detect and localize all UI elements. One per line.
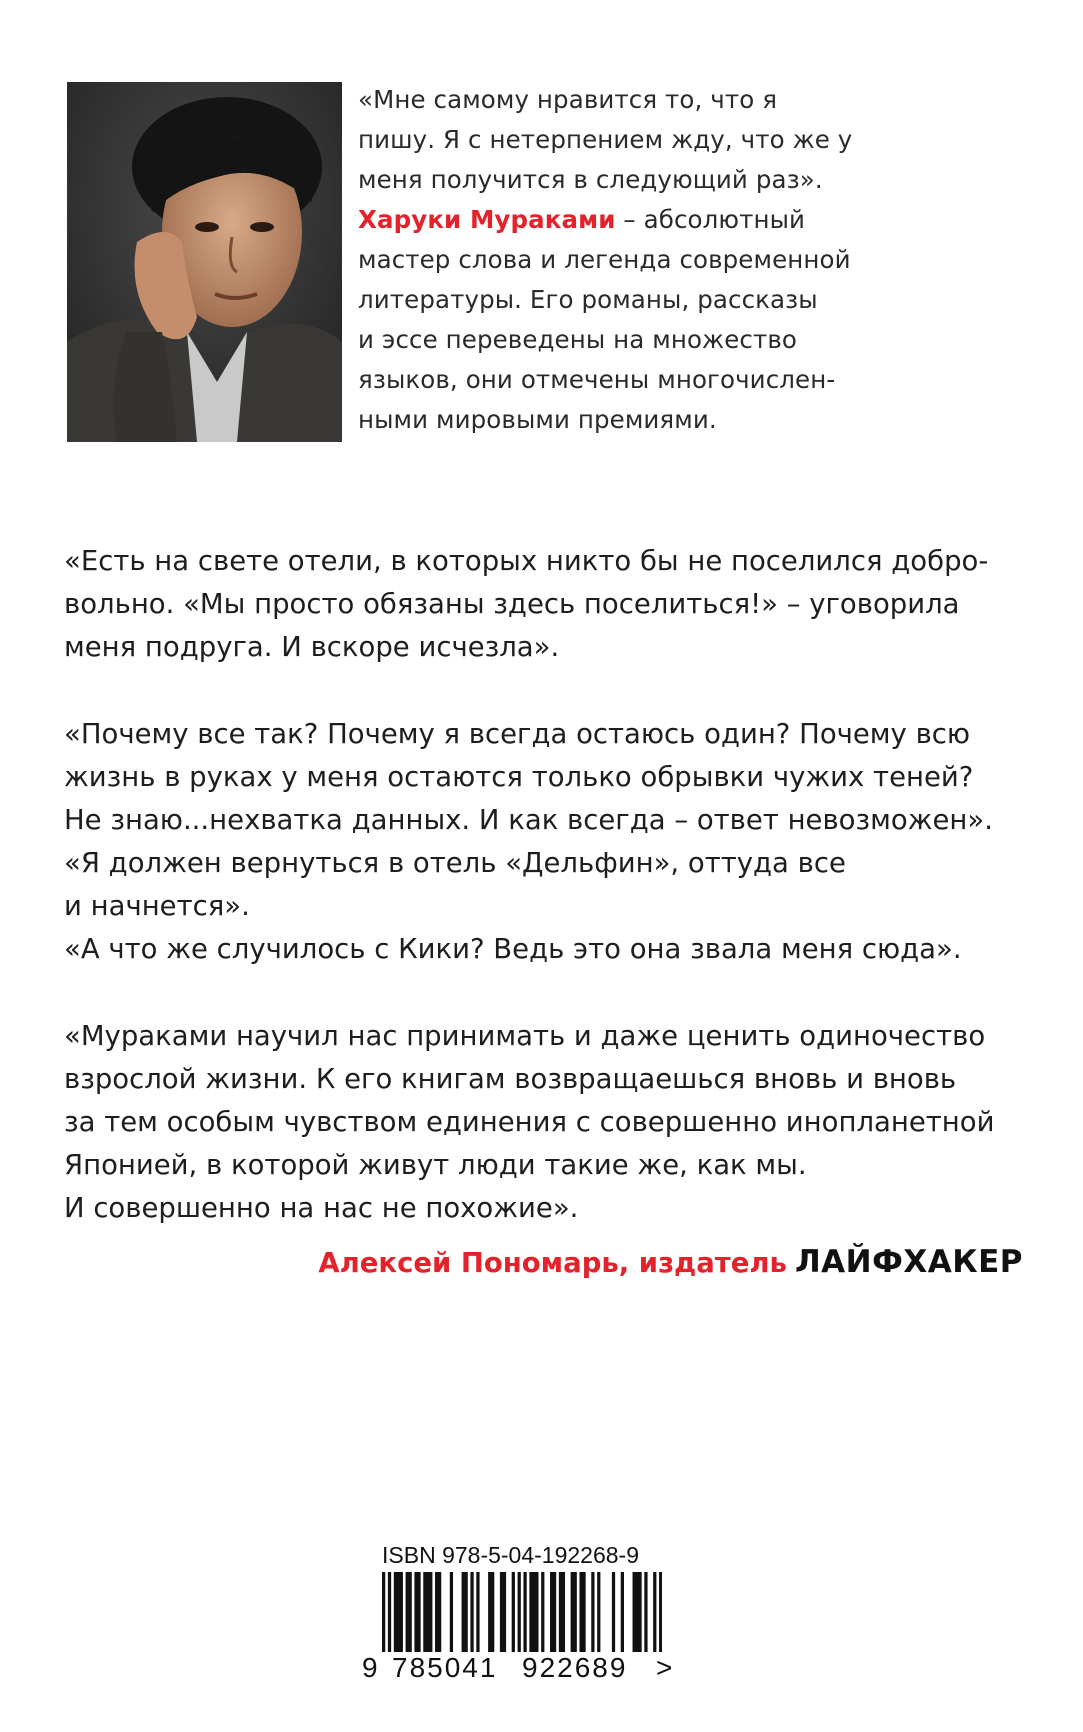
barcode-bar bbox=[574, 1572, 577, 1652]
paragraph-line: Не знаю...нехватка данных. И как всегда – ответ невозможен». bbox=[64, 804, 993, 836]
barcode-bar bbox=[465, 1572, 468, 1652]
barcode-bar bbox=[382, 1572, 385, 1652]
barcode-bar bbox=[659, 1572, 662, 1652]
bio-line: языков, они отмечены многочислен- bbox=[358, 365, 836, 394]
quote-paragraph-2 bbox=[64, 713, 1024, 971]
paragraph-line: и начнется». bbox=[64, 890, 250, 922]
barcode-bar bbox=[503, 1572, 506, 1652]
bio-line: «Мне самому нравится то, что я bbox=[358, 85, 778, 114]
quote-paragraph-1 bbox=[64, 540, 1024, 669]
barcode-bar bbox=[633, 1572, 636, 1652]
author-bio bbox=[358, 80, 878, 440]
paragraph-line: вольно. «Мы просто обязаны здесь поселиться!» – уговорила bbox=[64, 588, 960, 620]
barcode-bar bbox=[582, 1572, 585, 1652]
paragraph-line: жизнь в руках у меня остаются только обрывки чужих теней? bbox=[64, 761, 974, 793]
signature-name: Алексей Пономарь, издатель bbox=[318, 1247, 787, 1279]
bio-line: ными мировыми премиями. bbox=[358, 405, 717, 434]
barcode-bar bbox=[653, 1572, 656, 1652]
barcode-bar bbox=[597, 1572, 600, 1652]
bio-line: и эссе переведены на множество bbox=[358, 325, 797, 354]
bio-line: литературы. Его романы, рассказы bbox=[358, 285, 818, 314]
barcode-bar bbox=[500, 1572, 503, 1652]
bio-line: мастер слова и легенда современной bbox=[358, 245, 851, 274]
barcode-bar bbox=[562, 1572, 565, 1652]
barcode-bar bbox=[644, 1572, 647, 1652]
barcode-bar bbox=[518, 1572, 521, 1652]
barcode-bar bbox=[579, 1572, 582, 1652]
barcode-bar bbox=[621, 1572, 624, 1652]
barcode-bar bbox=[414, 1572, 417, 1652]
barcode-bar bbox=[612, 1572, 615, 1652]
barcode-bar bbox=[635, 1572, 638, 1652]
bio-author-rest: – абсолютный bbox=[615, 205, 806, 234]
paragraph-line: «Почему все так? Почему я всегда остаюсь один? Почему всю bbox=[64, 718, 971, 750]
barcode-bar bbox=[406, 1572, 409, 1652]
barcode-bar bbox=[397, 1572, 400, 1652]
bio-line: пишу. Я с нетерпением жду, что же у bbox=[358, 125, 853, 154]
barcode-bar bbox=[559, 1572, 562, 1652]
paragraph-line: Японией, в которой живут люди такие же, как мы. bbox=[64, 1149, 807, 1181]
paragraph-line: И совершенно на нас не похожие». bbox=[64, 1192, 579, 1224]
barcode-bar bbox=[541, 1572, 544, 1652]
barcode-bar bbox=[638, 1572, 641, 1652]
paragraph-line: «Есть на свете отели, в которых никто бы не поселился добро- bbox=[64, 545, 989, 577]
bio-author-line bbox=[358, 200, 878, 240]
paragraph-line: «Мураками научил нас принимать и даже ценить одиночество bbox=[64, 1020, 986, 1052]
barcode-bar bbox=[553, 1572, 556, 1652]
barcode-bar bbox=[423, 1572, 426, 1652]
barcode-bar bbox=[417, 1572, 420, 1652]
barcode-bar bbox=[512, 1572, 515, 1652]
barcode-bar bbox=[476, 1572, 479, 1652]
barcode-bar bbox=[400, 1572, 403, 1652]
barcode-bar bbox=[523, 1572, 526, 1652]
barcode-bar bbox=[388, 1572, 391, 1652]
paragraph-line: «Я должен вернуться в отель «Дельфин», оттуда все bbox=[64, 847, 846, 879]
paragraph-line: меня подруга. И вскоре исчезла». bbox=[64, 631, 560, 663]
barcode-right-digits: 922689 bbox=[522, 1652, 628, 1683]
author-portrait-image bbox=[67, 82, 342, 442]
barcode-left-digits: 785041 bbox=[392, 1652, 498, 1683]
barcode-bar bbox=[462, 1572, 465, 1652]
barcode-bar bbox=[409, 1572, 412, 1652]
paragraph-line: «А что же случилось с Кики? Ведь это она звала меня сюда». bbox=[64, 933, 962, 965]
author-name: Харуки Мураками bbox=[358, 205, 616, 234]
barcode-icon bbox=[382, 1572, 662, 1652]
quote-paragraph-3 bbox=[64, 1015, 1024, 1230]
barcode-bar bbox=[529, 1572, 532, 1652]
barcode-bar bbox=[532, 1572, 535, 1652]
barcode-bar bbox=[429, 1572, 432, 1652]
barcode-bar bbox=[550, 1572, 553, 1652]
bio-line: меня получится в следующий раз». bbox=[358, 165, 823, 194]
isbn-label: ISBN 978-5-04-192268-9 bbox=[382, 1542, 639, 1568]
barcode-bar bbox=[535, 1572, 538, 1652]
barcode-bar bbox=[394, 1572, 397, 1652]
barcode-bar bbox=[435, 1572, 438, 1652]
barcode-arrow: > bbox=[656, 1652, 673, 1683]
barcode-bar bbox=[438, 1572, 441, 1652]
quote-signature bbox=[318, 1240, 1023, 1285]
barcode-bar bbox=[591, 1572, 594, 1652]
barcode-bar bbox=[488, 1572, 491, 1652]
barcode-bar bbox=[470, 1572, 473, 1652]
barcode-bar bbox=[571, 1572, 574, 1652]
author-photo bbox=[67, 82, 342, 442]
barcode-bar bbox=[426, 1572, 429, 1652]
paragraph-line: взрослой жизни. К его книгам возвращаешься вновь и вновь bbox=[64, 1063, 957, 1095]
paragraph-line: за тем особым чувством единения с совершенно инопланетной bbox=[64, 1106, 995, 1138]
barcode-bar bbox=[491, 1572, 494, 1652]
barcode-bar bbox=[450, 1572, 453, 1652]
barcode-first-digit: 9 bbox=[362, 1652, 378, 1683]
isbn-barcode-block bbox=[362, 1542, 692, 1692]
publisher-logo: ЛАЙФХАКЕР bbox=[794, 1244, 1023, 1280]
